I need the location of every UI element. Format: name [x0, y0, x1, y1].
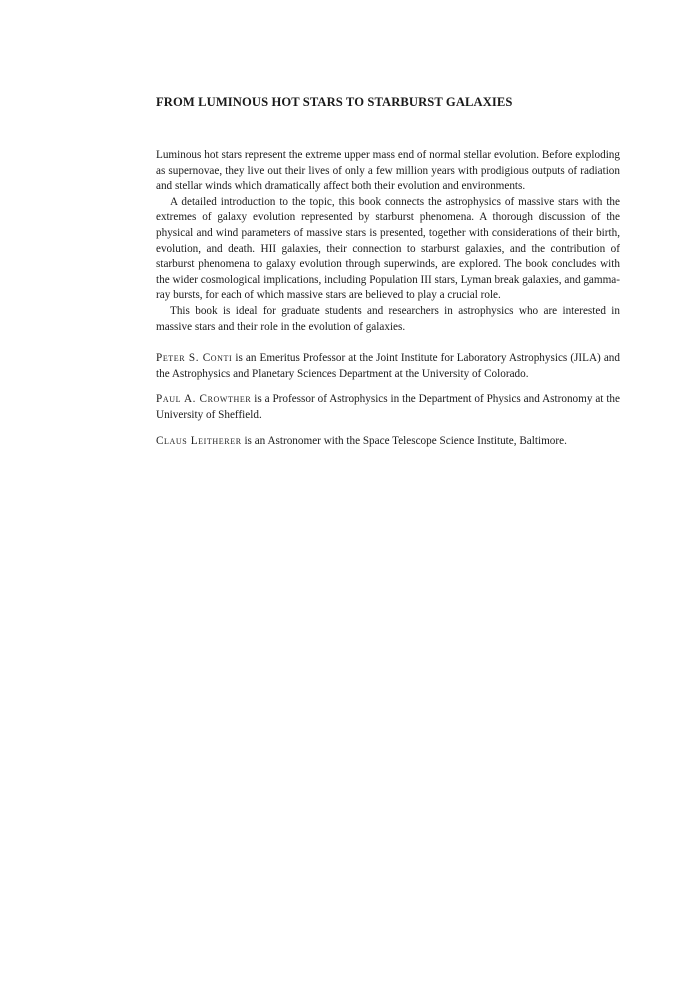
- author-bio-leitherer: [156, 434, 620, 450]
- author-name-crowther: Paul A. Crowther: [156, 393, 252, 406]
- book-title: FROM LUMINOUS HOT STARS TO STARBURST GALAXIES: [156, 95, 513, 109]
- author-bios: [156, 351, 620, 449]
- author-bio-conti: [156, 351, 620, 382]
- author-bio-crowther: [156, 392, 620, 423]
- book-blurb: [156, 148, 620, 335]
- blurb-paragraph-3: This book is ideal for graduate students and researchers in astrophysics who are interested in massive stars and their role in the evolution of galaxies.: [156, 304, 620, 333]
- page-content: [156, 95, 620, 459]
- author-name-conti: Peter S. Conti: [156, 352, 233, 365]
- author-bio-text-crowther: is a Professor of Astrophysics in the Department of Physics and Astronomy at the University of Sheffield.: [156, 393, 620, 421]
- author-bio-text-leitherer: is an Astronomer with the Space Telescope Science Institute, Baltimore.: [241, 434, 567, 447]
- author-bio-text-conti: is an Emeritus Professor at the Joint Institute for Laboratory Astrophysics (JILA) and the Astrophysics and Planetary Sciences Department at the University of Colorado.: [156, 352, 620, 380]
- blurb-paragraph-1: Luminous hot stars represent the extreme upper mass end of normal stellar evolution. Before exploding as supernovae, they live out their lives of only a few million years with prodigious outputs of radiation and stellar winds which dramatically affect both their evolution and environments.: [156, 149, 620, 193]
- blurb-paragraph-2: A detailed introduction to the topic, this book connects the astrophysics of massive stars with the extremes of galaxy evolution represented by starburst phenomena. A thorough discussion of the physical and wind parameters of massive stars is presented, together with considerations of their birth, evolution, and death. HII galaxies, their connection to starburst galaxies, and the contribution of starburst phenomena to galaxy evolution through superwinds, are explored. The book concludes with the wider cosmological implications, including Population III stars, Lyman break galaxies, and gamma-ray bursts, for each of which massive stars are believed to play a crucial role.: [156, 195, 620, 302]
- author-name-leitherer: Claus Leitherer: [156, 434, 242, 447]
